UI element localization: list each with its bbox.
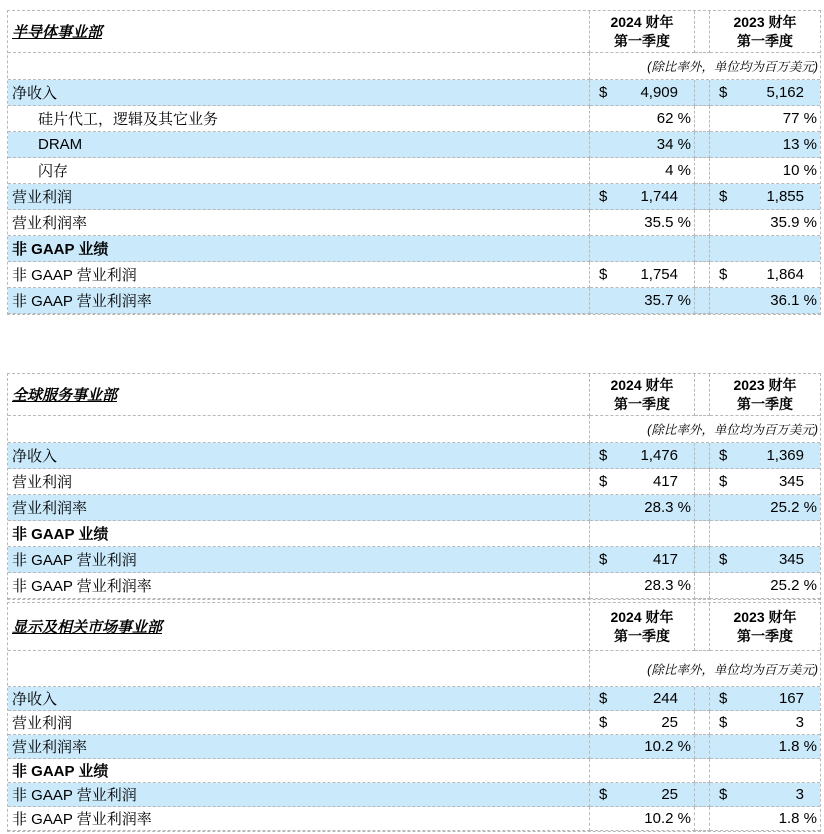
- table-row: [8, 210, 820, 236]
- units-note: (除比率外，单位均为百万美元): [590, 651, 820, 687]
- column-spacer: [695, 603, 710, 651]
- row-label: 非 GAAP 营业利润: [8, 783, 590, 807]
- value-fy2023: [710, 547, 820, 573]
- units-note: (除比率外，单位均为百万美元): [590, 416, 820, 443]
- amount: 1,864: [766, 266, 804, 283]
- column-header-line: 第一季度: [737, 627, 793, 644]
- empty-cell: [8, 651, 590, 687]
- currency-symbol: $: [719, 266, 728, 283]
- column-header-line: 第一季度: [737, 395, 793, 412]
- segment-title-cell: [8, 11, 590, 53]
- column-spacer: [695, 521, 710, 547]
- column-header-line: 2024 财年: [610, 376, 674, 393]
- column-spacer: [695, 807, 710, 831]
- column-spacer: [695, 735, 710, 759]
- row-label: DRAM: [8, 132, 590, 158]
- value-fy2023: 10 %: [710, 158, 820, 184]
- column-header-line: 2024 财年: [610, 608, 674, 625]
- column-header-line: 2023 财年: [733, 13, 797, 30]
- empty-cell: [590, 521, 695, 547]
- section-label: 非 GAAP 业绩: [8, 236, 590, 262]
- row-label: 营业利润率: [8, 495, 590, 521]
- value-fy2023: [710, 184, 820, 210]
- currency-symbol: $: [719, 473, 728, 490]
- table-header-row: [8, 374, 820, 416]
- amount: 1,476: [640, 447, 678, 464]
- amount: 3: [795, 786, 804, 803]
- row-label: 营业利润: [8, 469, 590, 495]
- value-fy2023: 1.8 %: [710, 735, 820, 759]
- value-fy2023: 13 %: [710, 132, 820, 158]
- column-spacer: [695, 547, 710, 573]
- value-fy2023: [710, 80, 820, 106]
- segment-title: 显示及相关市场事业部: [12, 619, 163, 636]
- currency-symbol: $: [599, 84, 608, 101]
- currency-symbol: $: [599, 786, 608, 803]
- currency-symbol: $: [599, 447, 608, 464]
- units-note: (除比率外，单位均为百万美元): [590, 53, 820, 80]
- global-services-segment-table: [7, 373, 821, 600]
- value-fy2024: 4 %: [590, 158, 695, 184]
- table-header-row: [8, 11, 820, 53]
- column-header-line: 第一季度: [614, 395, 670, 412]
- column-header-fy2023-q1: [710, 11, 820, 53]
- table-row: [8, 735, 820, 759]
- column-spacer: [695, 573, 710, 599]
- amount: 167: [778, 690, 804, 707]
- semiconductor-segment-table: [7, 10, 821, 315]
- amount: 1,369: [766, 447, 804, 464]
- section-label: 非 GAAP 业绩: [8, 521, 590, 547]
- row-label: 非 GAAP 营业利润: [8, 262, 590, 288]
- column-spacer: [695, 80, 710, 106]
- value-fy2024: [590, 547, 695, 573]
- currency-symbol: $: [719, 551, 728, 568]
- row-label: 营业利润率: [8, 735, 590, 759]
- value-fy2023: 25.2 %: [710, 573, 820, 599]
- segment-title: 半导体事业部: [12, 24, 103, 41]
- currency-symbol: $: [719, 714, 728, 731]
- value-fy2024: [590, 711, 695, 735]
- value-fy2024: 34 %: [590, 132, 695, 158]
- amount: 3: [795, 714, 804, 731]
- value-fy2024: 28.3 %: [590, 573, 695, 599]
- display-markets-segment-table: [7, 602, 821, 832]
- column-spacer: [695, 236, 710, 262]
- section-header-row: [8, 759, 820, 783]
- table-row: [8, 687, 820, 711]
- amount: 417: [652, 473, 678, 490]
- table-row: [8, 807, 820, 831]
- empty-cell: [710, 521, 820, 547]
- value-fy2024: [590, 262, 695, 288]
- value-fy2023: [710, 469, 820, 495]
- row-label: 非 GAAP 营业利润: [8, 547, 590, 573]
- value-fy2024: 35.7 %: [590, 288, 695, 314]
- column-header-fy2024-q1: [590, 374, 695, 416]
- value-fy2023: [710, 783, 820, 807]
- row-label: 营业利润: [8, 184, 590, 210]
- row-label: 净收入: [8, 687, 590, 711]
- value-fy2024: 62 %: [590, 106, 695, 132]
- empty-cell: [8, 416, 590, 443]
- table-row: [8, 80, 820, 106]
- column-header-line: 2023 财年: [733, 376, 797, 393]
- column-spacer: [695, 11, 710, 53]
- currency-symbol: $: [719, 786, 728, 803]
- column-spacer: [695, 469, 710, 495]
- column-spacer: [695, 106, 710, 132]
- column-header-line: 2024 财年: [610, 13, 674, 30]
- empty-cell: [590, 236, 695, 262]
- value-fy2024: [590, 443, 695, 469]
- column-header-fy2024-q1: [590, 11, 695, 53]
- column-spacer: [695, 759, 710, 783]
- value-fy2023: 36.1 %: [710, 288, 820, 314]
- value-fy2024: [590, 783, 695, 807]
- amount: 1,855: [766, 188, 804, 205]
- currency-symbol: $: [599, 473, 608, 490]
- table-header-row: [8, 603, 820, 651]
- units-note-row: [8, 416, 820, 443]
- table-row: [8, 158, 820, 184]
- column-header-line: 第一季度: [737, 32, 793, 49]
- value-fy2024: 35.5 %: [590, 210, 695, 236]
- column-spacer: [695, 374, 710, 416]
- currency-symbol: $: [599, 551, 608, 568]
- currency-symbol: $: [599, 690, 608, 707]
- table-row: [8, 783, 820, 807]
- table-row: [8, 288, 820, 314]
- table-row: [8, 573, 820, 599]
- column-header-line: 2023 财年: [733, 608, 797, 625]
- table-row: [8, 132, 820, 158]
- empty-cell: [8, 53, 590, 80]
- value-fy2024: 10.2 %: [590, 807, 695, 831]
- amount: 345: [778, 551, 804, 568]
- row-label: 营业利润: [8, 711, 590, 735]
- column-header-line: 第一季度: [614, 32, 670, 49]
- value-fy2024: [590, 80, 695, 106]
- value-fy2023: 35.9 %: [710, 210, 820, 236]
- value-fy2024: 10.2 %: [590, 735, 695, 759]
- table-row: [8, 711, 820, 735]
- column-spacer: [695, 262, 710, 288]
- column-spacer: [695, 711, 710, 735]
- table-row: [8, 106, 820, 132]
- value-fy2023: [710, 711, 820, 735]
- empty-cell: [590, 759, 695, 783]
- segment-title: 全球服务事业部: [12, 387, 118, 404]
- value-fy2024: [590, 687, 695, 711]
- amount: 1,744: [640, 188, 678, 205]
- table-row: [8, 184, 820, 210]
- column-spacer: [695, 687, 710, 711]
- column-header-line: 第一季度: [614, 627, 670, 644]
- row-label: 硅片代工，逻辑及其它业务: [8, 106, 590, 132]
- amount: 345: [778, 473, 804, 490]
- value-fy2023: [710, 443, 820, 469]
- column-spacer: [695, 288, 710, 314]
- value-fy2023: 25.2 %: [710, 495, 820, 521]
- column-spacer: [695, 158, 710, 184]
- amount: 25: [661, 714, 678, 731]
- table-row: [8, 262, 820, 288]
- value-fy2024: [590, 469, 695, 495]
- currency-symbol: $: [719, 690, 728, 707]
- empty-cell: [710, 759, 820, 783]
- currency-symbol: $: [719, 188, 728, 205]
- value-fy2023: [710, 262, 820, 288]
- value-fy2024: [590, 184, 695, 210]
- amount: 244: [652, 690, 678, 707]
- segment-title-cell: [8, 603, 590, 651]
- empty-cell: [710, 236, 820, 262]
- table-row: [8, 443, 820, 469]
- row-label: 非 GAAP 营业利润率: [8, 807, 590, 831]
- column-spacer: [695, 210, 710, 236]
- currency-symbol: $: [719, 447, 728, 464]
- amount: 1,754: [640, 266, 678, 283]
- table-row: [8, 547, 820, 573]
- section-header-row: [8, 236, 820, 262]
- row-label: 营业利润率: [8, 210, 590, 236]
- table-row: [8, 469, 820, 495]
- section-header-row: [8, 521, 820, 547]
- amount: 5,162: [766, 84, 804, 101]
- column-spacer: [695, 783, 710, 807]
- row-label: 闪存: [8, 158, 590, 184]
- currency-symbol: $: [599, 266, 608, 283]
- amount: 417: [652, 551, 678, 568]
- column-spacer: [695, 132, 710, 158]
- value-fy2023: [710, 687, 820, 711]
- column-spacer: [695, 184, 710, 210]
- amount: 4,909: [640, 84, 678, 101]
- column-header-fy2023-q1: [710, 374, 820, 416]
- amount: 25: [661, 786, 678, 803]
- value-fy2024: 28.3 %: [590, 495, 695, 521]
- row-label: 净收入: [8, 443, 590, 469]
- currency-symbol: $: [719, 84, 728, 101]
- units-note-row: [8, 651, 820, 687]
- column-header-fy2023-q1: [710, 603, 820, 651]
- column-header-fy2024-q1: [590, 603, 695, 651]
- currency-symbol: $: [599, 714, 608, 731]
- value-fy2023: 1.8 %: [710, 807, 820, 831]
- segment-title-cell: [8, 374, 590, 416]
- units-note-row: [8, 53, 820, 80]
- column-spacer: [695, 443, 710, 469]
- row-label: 净收入: [8, 80, 590, 106]
- table-row: [8, 495, 820, 521]
- value-fy2023: 77 %: [710, 106, 820, 132]
- column-spacer: [695, 495, 710, 521]
- section-label: 非 GAAP 业绩: [8, 759, 590, 783]
- row-label: 非 GAAP 营业利润率: [8, 288, 590, 314]
- row-label: 非 GAAP 营业利润率: [8, 573, 590, 599]
- currency-symbol: $: [599, 188, 608, 205]
